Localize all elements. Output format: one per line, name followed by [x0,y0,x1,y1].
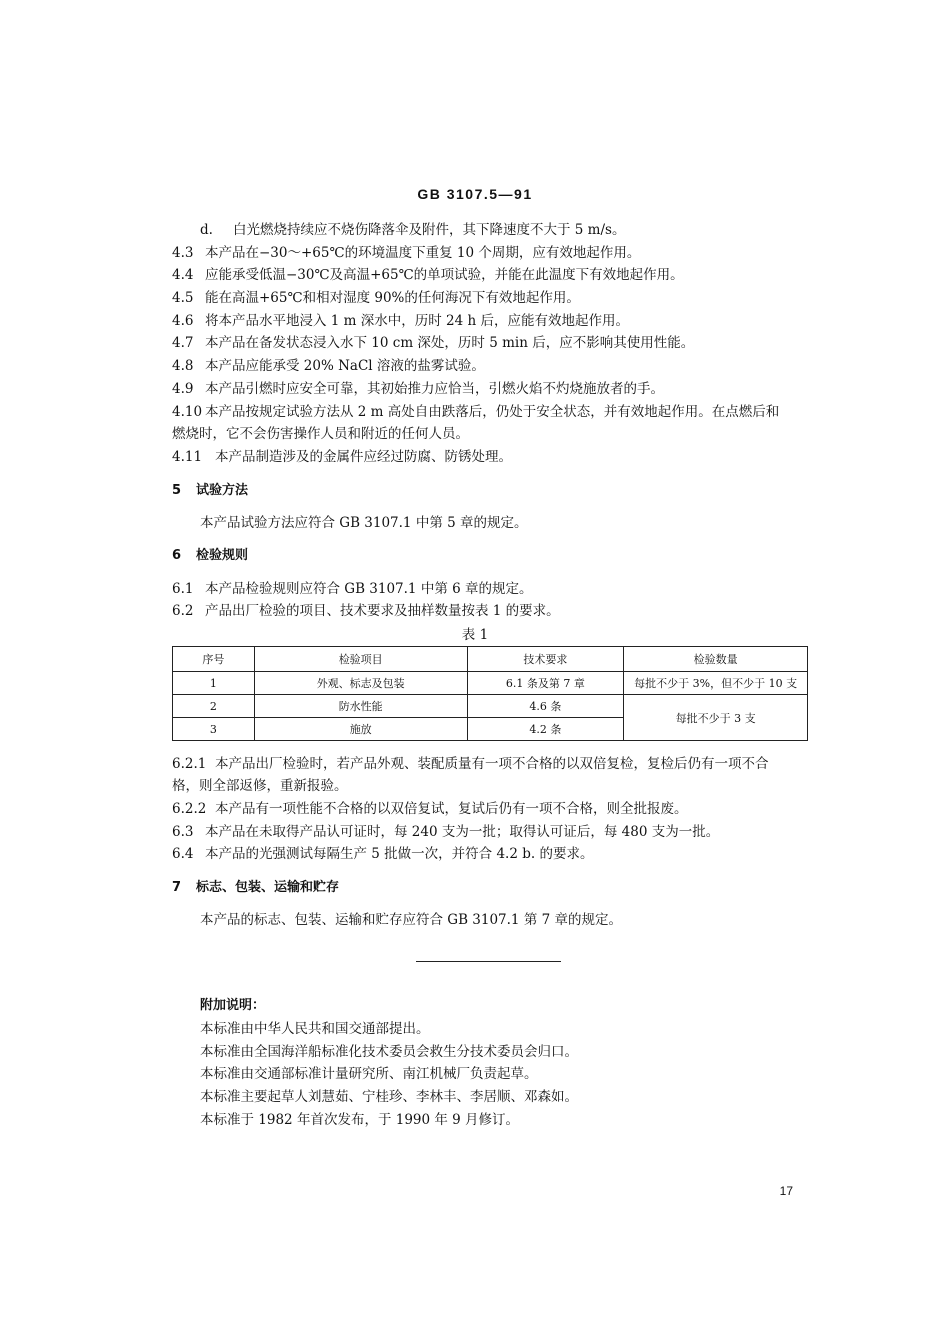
appendix-line: 本标准主要起草人刘慧茹、宁桂珍、李林丰、李居顺、邓森如。 [200,1089,578,1105]
list-item [172,380,664,398]
list-item [172,334,694,352]
list-item [172,266,684,284]
list-item [172,244,640,262]
item-number: 4.8 [172,358,194,374]
item-text: 白光燃烧持续应不烧伤降落伞及附件，其下降速度不大于 5 m/s。 [233,222,626,238]
table-header-row [173,647,808,672]
item-number: 4.6 [172,313,194,329]
table-cell: 4.6 条 [467,695,624,718]
table-cell: 3 [173,718,255,741]
item-text: 本产品检验规则应符合 GB 3107.1 中第 6 章的规定。 [205,581,533,597]
section-heading [172,879,339,897]
item-text: 本产品在备发状态浸入水下 10 cm 深处，历时 5 min 后，应不影响其使用性能。 [205,335,695,351]
section-body: 本产品试验方法应符合 GB 3107.1 中第 5 章的规定。 [200,515,528,531]
item-number: 4.11 [172,449,203,465]
appendix-line: 本标准由中华人民共和国交通部提出。 [200,1021,430,1037]
table-caption: 表 1 [461,627,489,643]
item-text: 本产品引燃时应安全可靠，其初始推力应恰当，引燃火焰不灼烧施放者的手。 [205,381,664,397]
table-cell: 6.1 条及第 7 章 [467,672,624,695]
item-text: 本产品在−30～+65℃的环境温度下重复 10 个周期，应有效地起作用。 [205,245,641,261]
item-number: 6.2.2 [172,801,207,817]
list-item-continuation: 格，则全部返修，重新报验。 [172,778,348,794]
item-number: 6.1 [172,581,194,597]
section-heading [172,547,248,565]
table-cell: 外观、标志及包装 [254,672,467,695]
item-text: 能在高温+65℃和相对湿度 90%的任何海况下有效地起作用。 [205,290,580,306]
item-number: 6.4 [172,846,194,862]
item-number: 4.7 [172,335,194,351]
item-text: 产品出厂检验的项目、技术要求及抽样数量按表 1 的要求。 [205,603,560,619]
item-text: 本产品按规定试验方法从 2 m 高处自由跌落后，仍处于安全状态，并有效地起作用。在点燃后和 [205,404,780,420]
table-cell: 4.2 条 [467,718,624,741]
item-number: 4.3 [172,245,194,261]
item-text: 本产品在未取得产品认可证时，每 240 支为一批；取得认可证后，每 480 支为一批。 [205,824,720,840]
appendix-title: 附加说明： [200,998,266,1013]
item-number: 4.4 [172,267,194,283]
list-item [172,823,719,841]
appendix-line: 本标准于 1982 年首次发布，于 1990 年 9 月修订。 [200,1112,520,1128]
separator-line [416,961,561,962]
item-text: 本产品应能承受 20% NaCl 溶液的盐雾试验。 [205,358,485,374]
list-item [172,845,593,863]
section-title: 检验规则 [196,548,249,563]
list-item-continuation: 燃烧时，它不会伤害操作人员和附近的任何人员。 [172,426,469,442]
list-item [172,580,533,598]
section-body: 本产品的标志、包装、运输和贮存应符合 GB 3107.1 第 7 章的规定。 [200,912,622,928]
section-number: 6 [172,548,182,563]
section-heading [172,482,248,500]
section-number: 5 [172,483,182,498]
item-number: 4.10 [172,404,203,420]
list-item [172,602,560,620]
list-item [172,448,512,466]
column-header: 序号 [173,647,255,672]
item-number: 6.3 [172,824,194,840]
table-cell: 防水性能 [254,695,467,718]
appendix-line: 本标准由交通部标准计量研究所、南江机械厂负责起草。 [200,1066,538,1082]
list-item [172,357,485,375]
item-number: 4.9 [172,381,194,397]
table-cell-merged: 每批不少于 3 支 [624,695,808,741]
page-number: 17 [779,1184,793,1198]
item-text: 本产品有一项性能不合格的以双倍复试，复试后仍有一项不合格，则全批报废。 [215,801,688,817]
table-cell: 1 [173,672,255,695]
item-text: 本产品的光强测试每隔生产 5 批做一次，并符合 4.2 b. 的要求。 [205,846,594,862]
item-number: 6.2.1 [172,756,207,772]
document-header: GB 3107.5—91 [417,186,533,202]
table-row [173,672,808,695]
appendix-line: 本标准由全国海洋船标准化技术委员会救生分技术委员会归口。 [200,1044,578,1060]
inspection-table [172,646,808,741]
section-title: 试验方法 [196,483,249,498]
list-item [172,312,629,330]
list-item [172,755,769,773]
list-item [200,221,625,239]
column-header: 检验项目 [254,647,467,672]
table-cell: 2 [173,695,255,718]
column-header: 检验数量 [624,647,808,672]
list-item [172,403,779,421]
table-row [173,695,808,718]
item-number: 4.5 [172,290,194,306]
item-text: 应能承受低温−30℃及高温+65℃的单项试验，并能在此温度下有效地起作用。 [205,267,684,283]
item-number: 6.2 [172,603,194,619]
column-header: 技术要求 [467,647,624,672]
section-number: 7 [172,880,182,895]
item-text: 本产品出厂检验时，若产品外观、装配质量有一项不合格的以双倍复检，复检后仍有一项不合 [215,756,769,772]
item-text: 本产品制造涉及的金属件应经过防腐、防锈处理。 [215,449,512,465]
item-text: 将本产品水平地浸入 1 m 深水中，历时 24 h 后，应能有效地起作用。 [205,313,630,329]
table-cell: 每批不少于 3%，但不少于 10 支 [624,672,808,695]
list-item [172,289,580,307]
table-cell: 施放 [254,718,467,741]
list-item [172,800,688,818]
item-number: d. [200,222,213,238]
section-title: 标志、包装、运输和贮存 [196,880,340,895]
